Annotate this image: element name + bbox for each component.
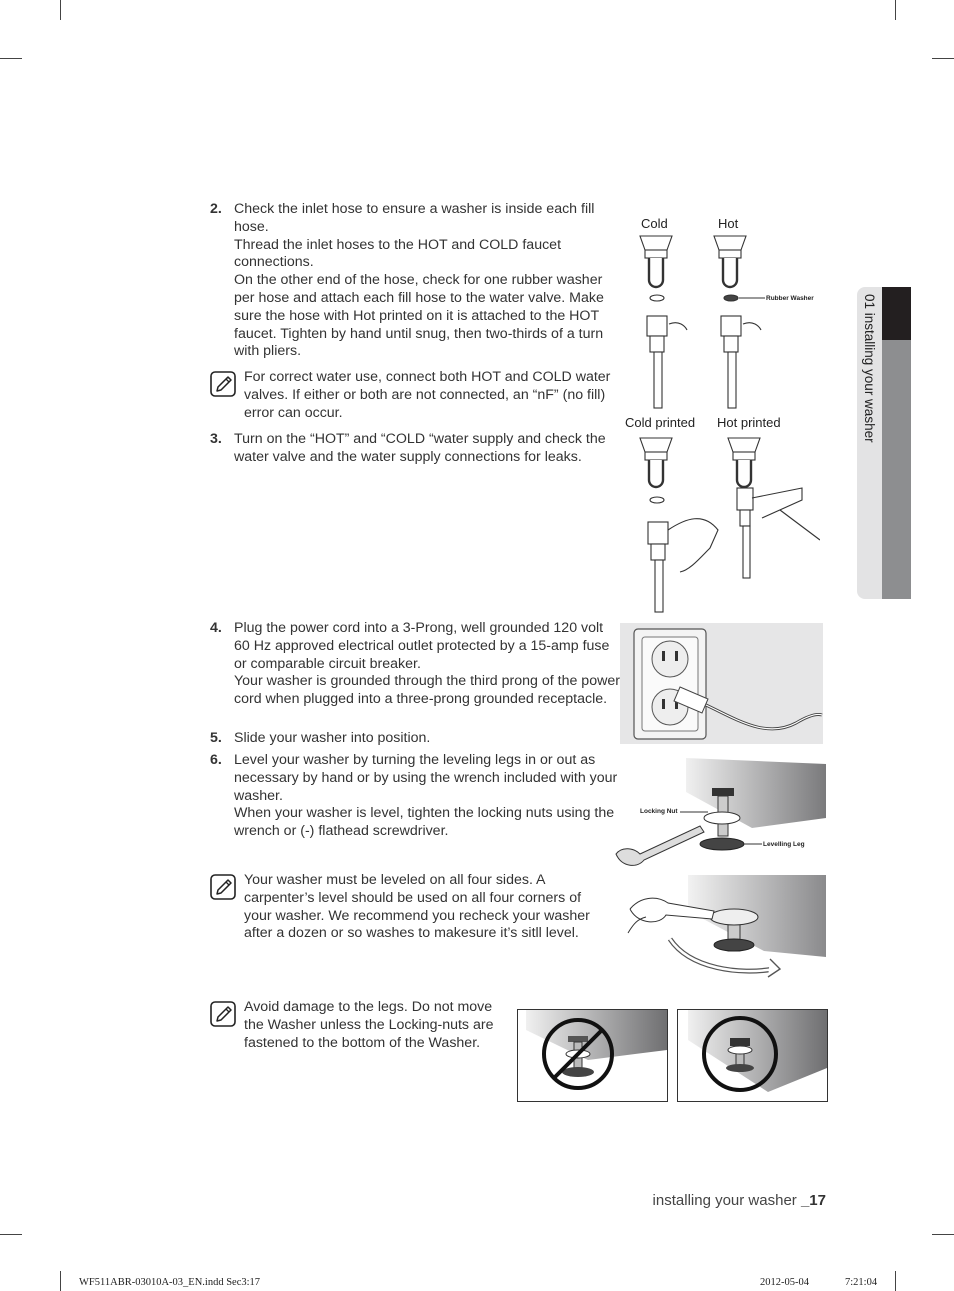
levelling-leg-label: Levelling Leg bbox=[763, 841, 805, 848]
side-tab-marker bbox=[882, 287, 911, 340]
step-number: 5. bbox=[210, 730, 222, 746]
screwdriver-illustration bbox=[624, 873, 826, 985]
cold-printed-label: Cold printed bbox=[625, 415, 696, 430]
note-2 bbox=[210, 872, 600, 943]
prohibited-figure bbox=[517, 1009, 668, 1102]
note-1 bbox=[210, 369, 620, 422]
cold-label: Cold bbox=[641, 216, 668, 231]
crop-mark bbox=[932, 58, 954, 59]
slug-date: 2012-05-04 bbox=[760, 1277, 809, 1288]
locking-nut-label: Locking Nut bbox=[640, 808, 678, 815]
step-text: Plug the power cord into a 3-Prong, well grounded 120 volt 60 Hz approved electrical outlet protected by a 15-amp fuse or comparable circuit breaker. bbox=[234, 620, 610, 672]
outlet-illustration bbox=[620, 623, 823, 744]
side-tab-bar bbox=[882, 340, 911, 599]
note-pencil-icon bbox=[210, 371, 236, 397]
crop-mark bbox=[0, 58, 22, 59]
screwdriver-leveling-figure bbox=[624, 873, 826, 985]
leveling-leg-figure bbox=[612, 756, 826, 868]
crop-mark bbox=[60, 0, 61, 20]
prohibited-illustration bbox=[518, 1010, 667, 1101]
crop-mark bbox=[932, 1234, 954, 1235]
crop-mark bbox=[895, 1271, 896, 1291]
step-text: On the other end of the hose, check for one rubber washer per hose and attach each fill hose to the water valve. Make sure the hose with Hot printed on it is attached to the HOT faucet. Tighten by hand until snug, then two-thirds of a turn with pliers. bbox=[234, 272, 604, 360]
step-3 bbox=[210, 431, 620, 467]
crop-mark bbox=[60, 1271, 61, 1291]
note-3 bbox=[210, 999, 500, 1052]
outlet-figure bbox=[620, 623, 823, 744]
note-pencil-icon bbox=[210, 1001, 236, 1027]
step-text: Turn on the “HOT” and “COLD “water supply and check the water valve and the water supply connections for leaks. bbox=[234, 431, 606, 465]
step-text: Check the inlet hose to ensure a washer is inside each fill hose. bbox=[234, 201, 595, 235]
step-5 bbox=[210, 730, 620, 748]
correct-illustration bbox=[678, 1010, 827, 1101]
footer-section: installing your washer bbox=[652, 1192, 797, 1209]
step-6 bbox=[210, 752, 620, 841]
page-number: _17 bbox=[800, 1192, 826, 1209]
step-text: Level your washer by turning the leveling legs in or out as necessary by hand or by using the wrench included with your washer. bbox=[234, 752, 618, 804]
step-number: 6. bbox=[210, 752, 222, 768]
step-text: Your washer is grounded through the third prong of the power cord when plugged into a three-prong grounded receptacle. bbox=[234, 673, 620, 708]
slug-time: 7:21:04 bbox=[845, 1277, 878, 1288]
rubber-washer-label: Rubber Washer bbox=[766, 295, 814, 302]
step-4 bbox=[210, 620, 620, 709]
step-text: When your washer is level, tighten the locking nuts using the wrench or (-) flathead screwdriver. bbox=[234, 805, 615, 840]
step-number: 3. bbox=[210, 431, 222, 447]
side-tab-label: 01 installing your washer bbox=[862, 294, 877, 443]
hose-illustration bbox=[620, 212, 820, 617]
hot-printed-label: Hot printed bbox=[717, 415, 781, 430]
correct-figure bbox=[677, 1009, 828, 1102]
step-number: 2. bbox=[210, 201, 222, 217]
crop-mark bbox=[895, 0, 896, 20]
step-text: Slide your washer into position. bbox=[234, 730, 431, 746]
note-text: Avoid damage to the legs. Do not move the Washer unless the Locking-nuts are fastened to the bottom of the Washer. bbox=[244, 999, 494, 1051]
slug-file: WF511ABR-03010A-03_EN.indd Sec3:17 bbox=[79, 1277, 261, 1288]
step-number: 4. bbox=[210, 620, 222, 636]
page-footer bbox=[653, 1192, 826, 1209]
note-pencil-icon bbox=[210, 874, 236, 900]
hose-connection-figure bbox=[620, 212, 820, 617]
crop-mark bbox=[0, 1234, 22, 1235]
note-text: For correct water use, connect both HOT and COLD water valves. If either or both are not connected, an “nF” (no fill) error can occur. bbox=[244, 369, 611, 421]
step-2 bbox=[210, 201, 620, 361]
hot-label: Hot bbox=[718, 216, 739, 231]
note-text: Your washer must be leveled on all four sides. A carpenter’s level should be used on all four corners of your washer. We recommend you recheck your washer after a dozen or so washes to makesure it’s sitll level. bbox=[244, 872, 590, 942]
step-text: Thread the inlet hoses to the HOT and COLD faucet connections. bbox=[234, 236, 562, 271]
